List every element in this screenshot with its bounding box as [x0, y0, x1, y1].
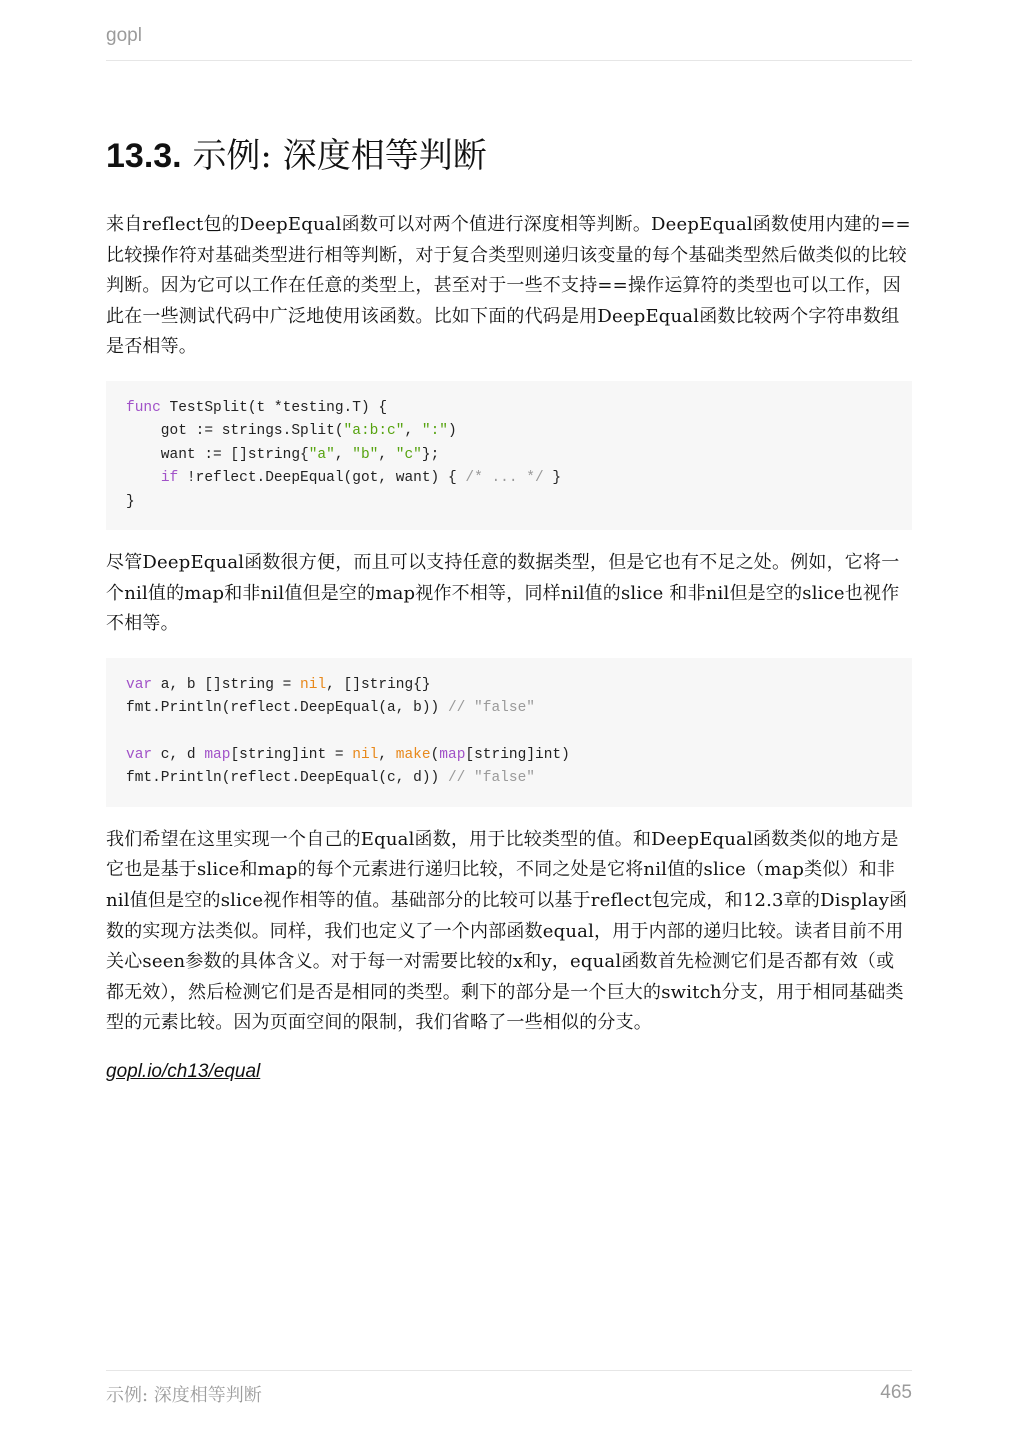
- code-token: /* ... */: [465, 470, 544, 487]
- code-token: nil: [352, 746, 379, 763]
- code-token: ":": [421, 423, 448, 440]
- code-token: !reflect.DeepEqual(got, want) {: [178, 470, 466, 487]
- footer-section-title: 示例: 深度相等判断: [106, 1385, 262, 1406]
- code-token: "a": [308, 446, 335, 463]
- code-block-nil-comparison: [106, 658, 912, 807]
- code-line: [126, 697, 892, 720]
- code-token: func: [126, 399, 161, 416]
- code-token: fmt.Println(reflect.DeepEqual(a, b)): [126, 700, 448, 717]
- code-line: [126, 721, 892, 744]
- code-line: [126, 744, 892, 767]
- code-token: "a:b:c": [343, 423, 405, 440]
- code-token: ,: [378, 746, 396, 763]
- code-token: TestSplit(t *testing.T) {: [160, 399, 388, 416]
- code-line: [126, 397, 892, 420]
- source-code-link[interactable]: gopl.io/ch13/equal: [106, 1060, 261, 1082]
- section-number: 13.3.: [106, 137, 182, 175]
- code-token: , []string{}: [326, 676, 431, 693]
- code-token: (: [430, 746, 440, 763]
- paragraph-intro: 来自reflect包的DeepEqual函数可以对两个值进行深度相等判断。DeepEqual函数使用内建的==比较操作符对基础类型进行相等判断，对于复合类型则递归该变量的每个基础类型然后做类似的比较判断。因为它可以工作在任意的类型上，甚至对于一些不支持==操作运算符的类型也可以工作，因此在一些测试代码中广泛地使用该函数。比如下面的代码是用DeepEqual函数比较两个字符串数组是否相等。: [106, 214, 911, 358]
- code-token: var: [126, 746, 153, 763]
- paragraph-limitation: 尽管DeepEqual函数很方便，而且可以支持任意的数据类型，但是它也有不足之处。例如，它将一个nil值的map和非nil值但是空的map视作不相等，同样nil值的slice 和非nil但是空的slice也视作不相等。: [106, 552, 900, 635]
- code-token: [126, 470, 161, 486]
- page-header: [106, 24, 912, 61]
- code-line: [126, 420, 892, 443]
- code-token: };: [421, 446, 440, 463]
- code-token: }: [126, 493, 135, 510]
- code-line: [126, 491, 892, 514]
- code-token: fmt.Println(reflect.DeepEqual(c, d)): [126, 770, 448, 787]
- paragraph-equal-design: 我们希望在这里实现一个自己的Equal函数，用于比较类型的值。和DeepEqual函数类似的地方是它也是基于slice和map的每个元素进行递归比较，不同之处是它将nil值的slice（map类似）和非nil值但是空的slice视作相等的值。基础部分的比较可以基于reflect包完成，和12.3章的Display函数的实现方法类似。同样，我们也定义了一个内部函数equal，用于内部的递归比较。读者目前不用关心seen参数的具体含义。对于每一对需要比较的x和y，equal函数首先检测它们是否都有效（或都无效），然后检测它们是否是相同的类型。剩下的部分是一个巨大的switch分支，用于相同基础类型的元素比较。因为页面空间的限制，我们省略了一些相似的分支。: [106, 828, 908, 1034]
- code-token: if: [160, 470, 179, 487]
- code-token: // "false": [447, 770, 535, 787]
- page-footer: [106, 1370, 912, 1413]
- code-token: var: [126, 676, 153, 693]
- code-line: [126, 467, 892, 490]
- code-token: ): [447, 423, 457, 440]
- code-token: "b": [352, 446, 379, 463]
- code-token: "c": [395, 446, 422, 463]
- code-token: c, d: [152, 746, 205, 763]
- code-line: [126, 767, 892, 790]
- code-token: map: [204, 746, 231, 763]
- code-token: ,: [378, 446, 396, 463]
- code-line: [126, 674, 892, 697]
- section-heading: [106, 132, 912, 180]
- code-line: [126, 444, 892, 467]
- code-token: got := strings.Split(: [126, 423, 344, 440]
- code-token: ,: [334, 446, 353, 463]
- book-title: gopl: [106, 25, 142, 46]
- code-token: [string]int): [465, 746, 570, 763]
- code-token: want := []string{: [126, 446, 309, 463]
- section-title: 示例: 深度相等判断: [192, 136, 487, 176]
- code-token: nil: [300, 676, 327, 693]
- code-token: a, b []string =: [152, 676, 301, 693]
- code-token: map: [439, 746, 466, 763]
- code-token: make: [395, 746, 431, 763]
- main-content: [106, 132, 912, 1083]
- code-block-testsplit: [106, 381, 912, 530]
- code-token: ,: [404, 423, 422, 440]
- page-number: 465: [880, 1382, 912, 1403]
- code-token: [string]int =: [230, 746, 353, 763]
- code-token: }: [543, 470, 562, 487]
- code-token: // "false": [447, 700, 535, 717]
